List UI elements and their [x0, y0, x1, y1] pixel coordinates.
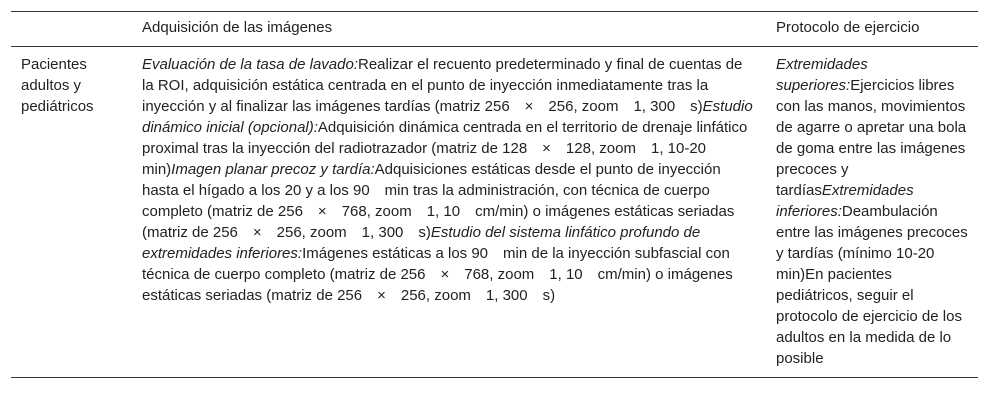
header-exercise: Protocolo de ejercicio: [776, 19, 920, 36]
acquisition-1-text: Adquisición dinámica centrada en el territorio de drenaje linfático proximal tras la inyección del radiotrazador (matriz de 128 × 128, zoom 1, 10-20 min): [142, 119, 748, 178]
exercise-0-text: Ejercicios libres con las manos, movimientos de agarre o apretar una bola de goma entre las imágenes precoces y tardías: [776, 77, 967, 199]
exercise-0-title: Extremidades superiores:: [776, 56, 868, 94]
table-header-row: [11, 12, 978, 47]
acquisition-1-title: Estudio dinámico inicial (opcional):: [142, 98, 753, 136]
table-row: [11, 47, 978, 378]
row-group-label: Pacientes adultos y pediátricos: [21, 56, 94, 115]
acquisition-0-text: Realizar el recuento predeterminado y final de cuentas de la ROI, adquisición estática centrada en el punto de inyección inmediatamente tras la inyección y al finalizar las imágenes tardías (matriz 256 × 256, zoom 1, 300 s): [142, 56, 743, 115]
header-empty: [11, 12, 132, 47]
acquisition-cell: [132, 47, 766, 378]
header-acquisition: Adquisición de las imágenes: [142, 19, 333, 36]
acquisition-0-title: Evaluación de la tasa de lavado:: [142, 56, 358, 73]
protocol-table: [11, 11, 978, 378]
acquisition-3-title: Estudio del sistema linfático profundo de extremidades inferiores:: [142, 224, 701, 262]
acquisition-3-text: Imágenes estáticas a los 90 min de la inyección subfascial con técnica de cuerpo completo (matriz de 256 × 768, zoom 1, 10 cm/min) o imágenes estáticas seriadas (matriz de 256 × 256, zoom 1, 300 s): [142, 245, 733, 304]
acquisition-2-title: Imagen planar precoz y tardía:: [171, 161, 375, 178]
acquisition-2-text: Adquisiciones estáticas desde el punto de inyección hasta el hígado a los 20 y a los 90 min tras la administración, con técnica de cuerpo completo (matriz de 256 × 768, zoom 1, 10 cm/min) o imágenes estáticas seriadas (matriz de 256 × 256, zoom 1, 300 s): [142, 161, 735, 241]
exercise-1-title: Extremidades inferiores:: [776, 182, 914, 220]
protocol-table-container: [11, 11, 978, 378]
exercise-cell: [766, 47, 978, 378]
exercise-1-text: Deambulación entre las imágenes precoces y tardías (mínimo 10-20 min)En pacientes pediátricos, seguir el protocolo de ejercicio de los adultos en la medida de lo posible: [776, 203, 968, 367]
